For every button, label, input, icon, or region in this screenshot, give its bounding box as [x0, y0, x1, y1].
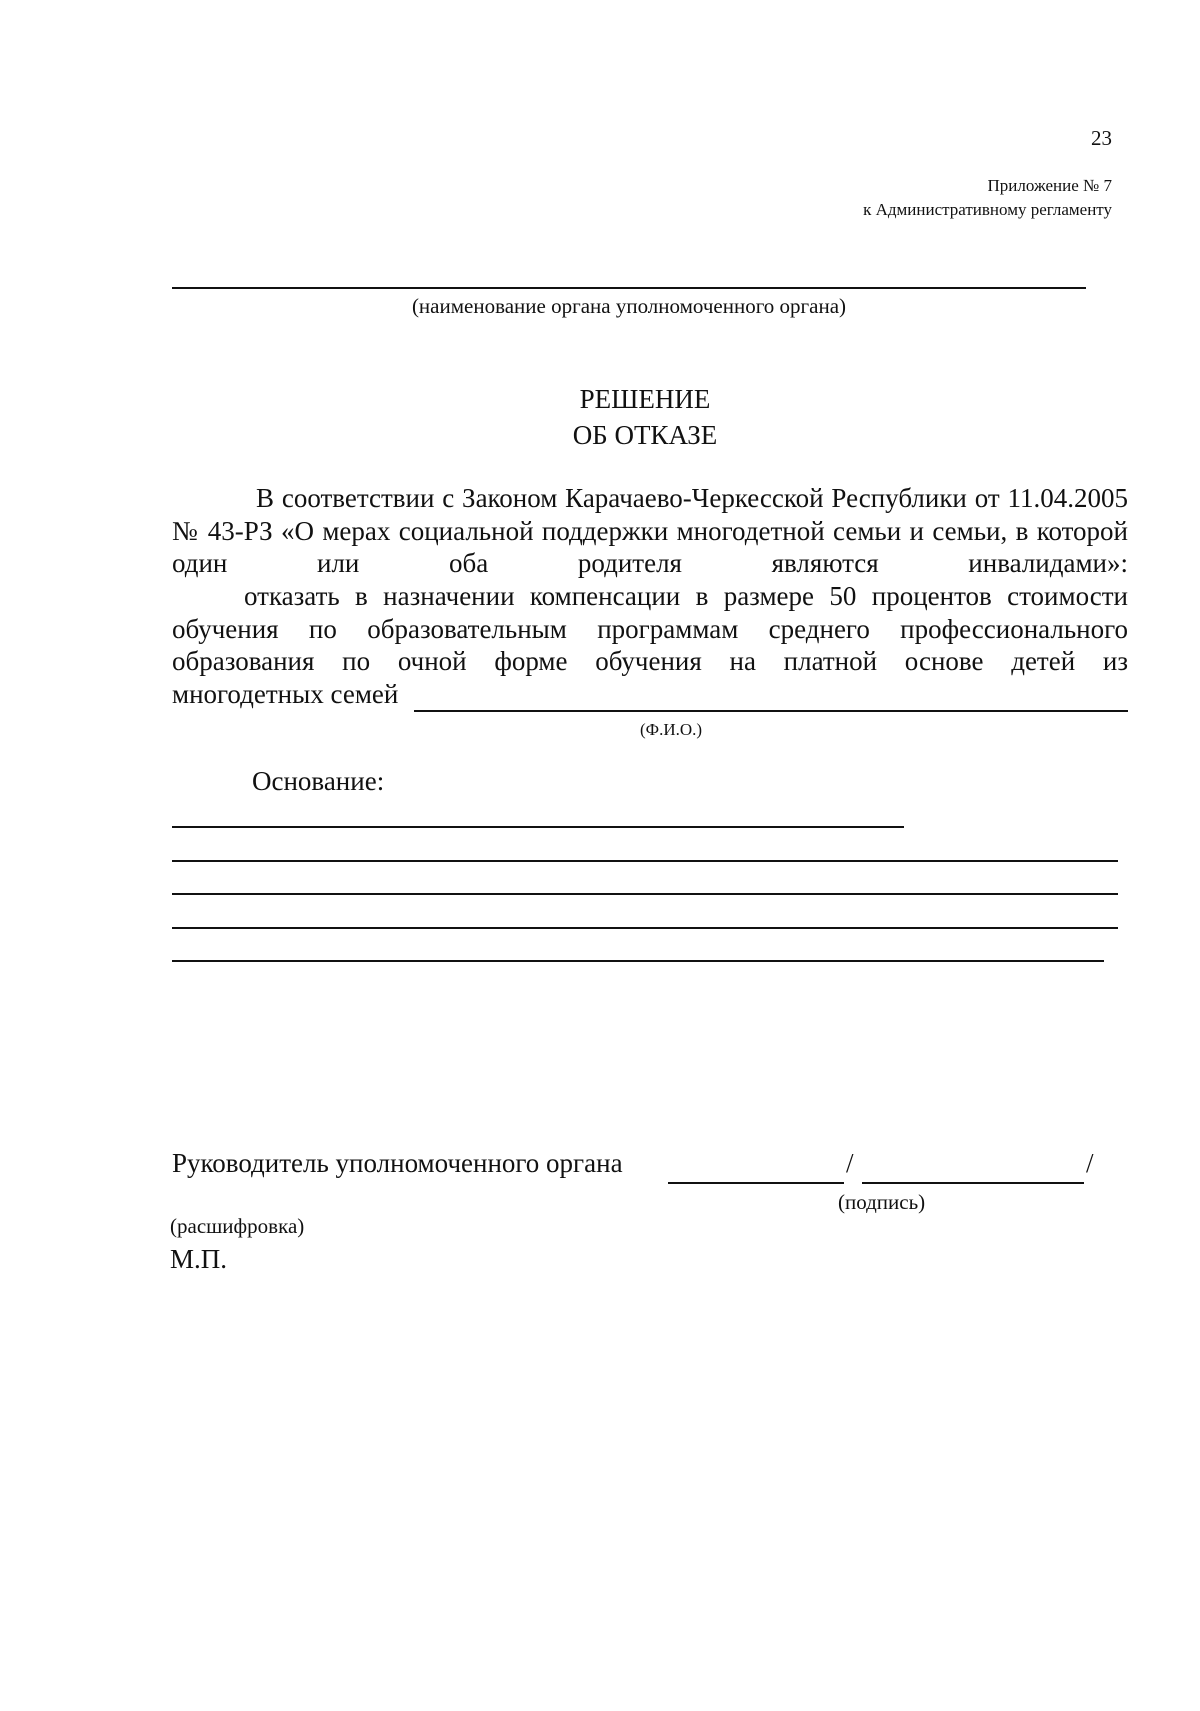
basis-line-4 [172, 927, 1118, 929]
annex-number: Приложение № 7 [987, 176, 1112, 195]
organ-name-line [172, 287, 1086, 289]
signature-slash-right: / [1086, 1148, 1094, 1178]
stamp-place: М.П. [170, 1244, 228, 1274]
signature-caption: (подпись) [838, 1190, 926, 1214]
annex-regulation: к Административному регламенту [863, 200, 1112, 219]
decipher-caption: (расшифровка) [170, 1214, 305, 1238]
refusal-paragraph-end: многодетных семей [172, 679, 399, 709]
title-line-refusal: ОБ ОТКАЗЕ [572, 420, 718, 450]
fio-line [414, 710, 1128, 712]
fio-caption: (Ф.И.О.) [640, 720, 703, 739]
basis-label: Основание: [252, 766, 385, 796]
organ-name-caption: (наименование органа уполномоченного органа) [411, 294, 847, 318]
title-line-decision: РЕШЕНИЕ [579, 384, 711, 414]
page-number: 23 [1091, 126, 1112, 150]
annex-reference [863, 174, 1112, 222]
decipher-line [862, 1182, 1084, 1184]
basis-line-3 [172, 893, 1118, 895]
refusal-paragraph: отказать в назначении компенсации в размере 50 процентов стоимости обучения по образовательным программам среднего профессионального образования по очной форме обучения на платной основе детей из [172, 581, 1128, 676]
signature-line [668, 1182, 844, 1184]
basis-line-5 [172, 960, 1104, 962]
basis-line-1 [172, 826, 904, 828]
signature-slash-left: / [846, 1148, 854, 1178]
document-title [0, 381, 1200, 453]
signer-label: Руководитель уполномоченного органа [172, 1148, 623, 1178]
legal-basis-paragraph: В соответствии с Законом Карачаево-Черкесской Республики от 11.04.2005 № 43-РЗ «О мерах социальной поддержки многодетной семьи и семьи, в которой один или оба родителя являются инвалидами»: [172, 483, 1128, 578]
basis-line-2 [172, 860, 1118, 862]
